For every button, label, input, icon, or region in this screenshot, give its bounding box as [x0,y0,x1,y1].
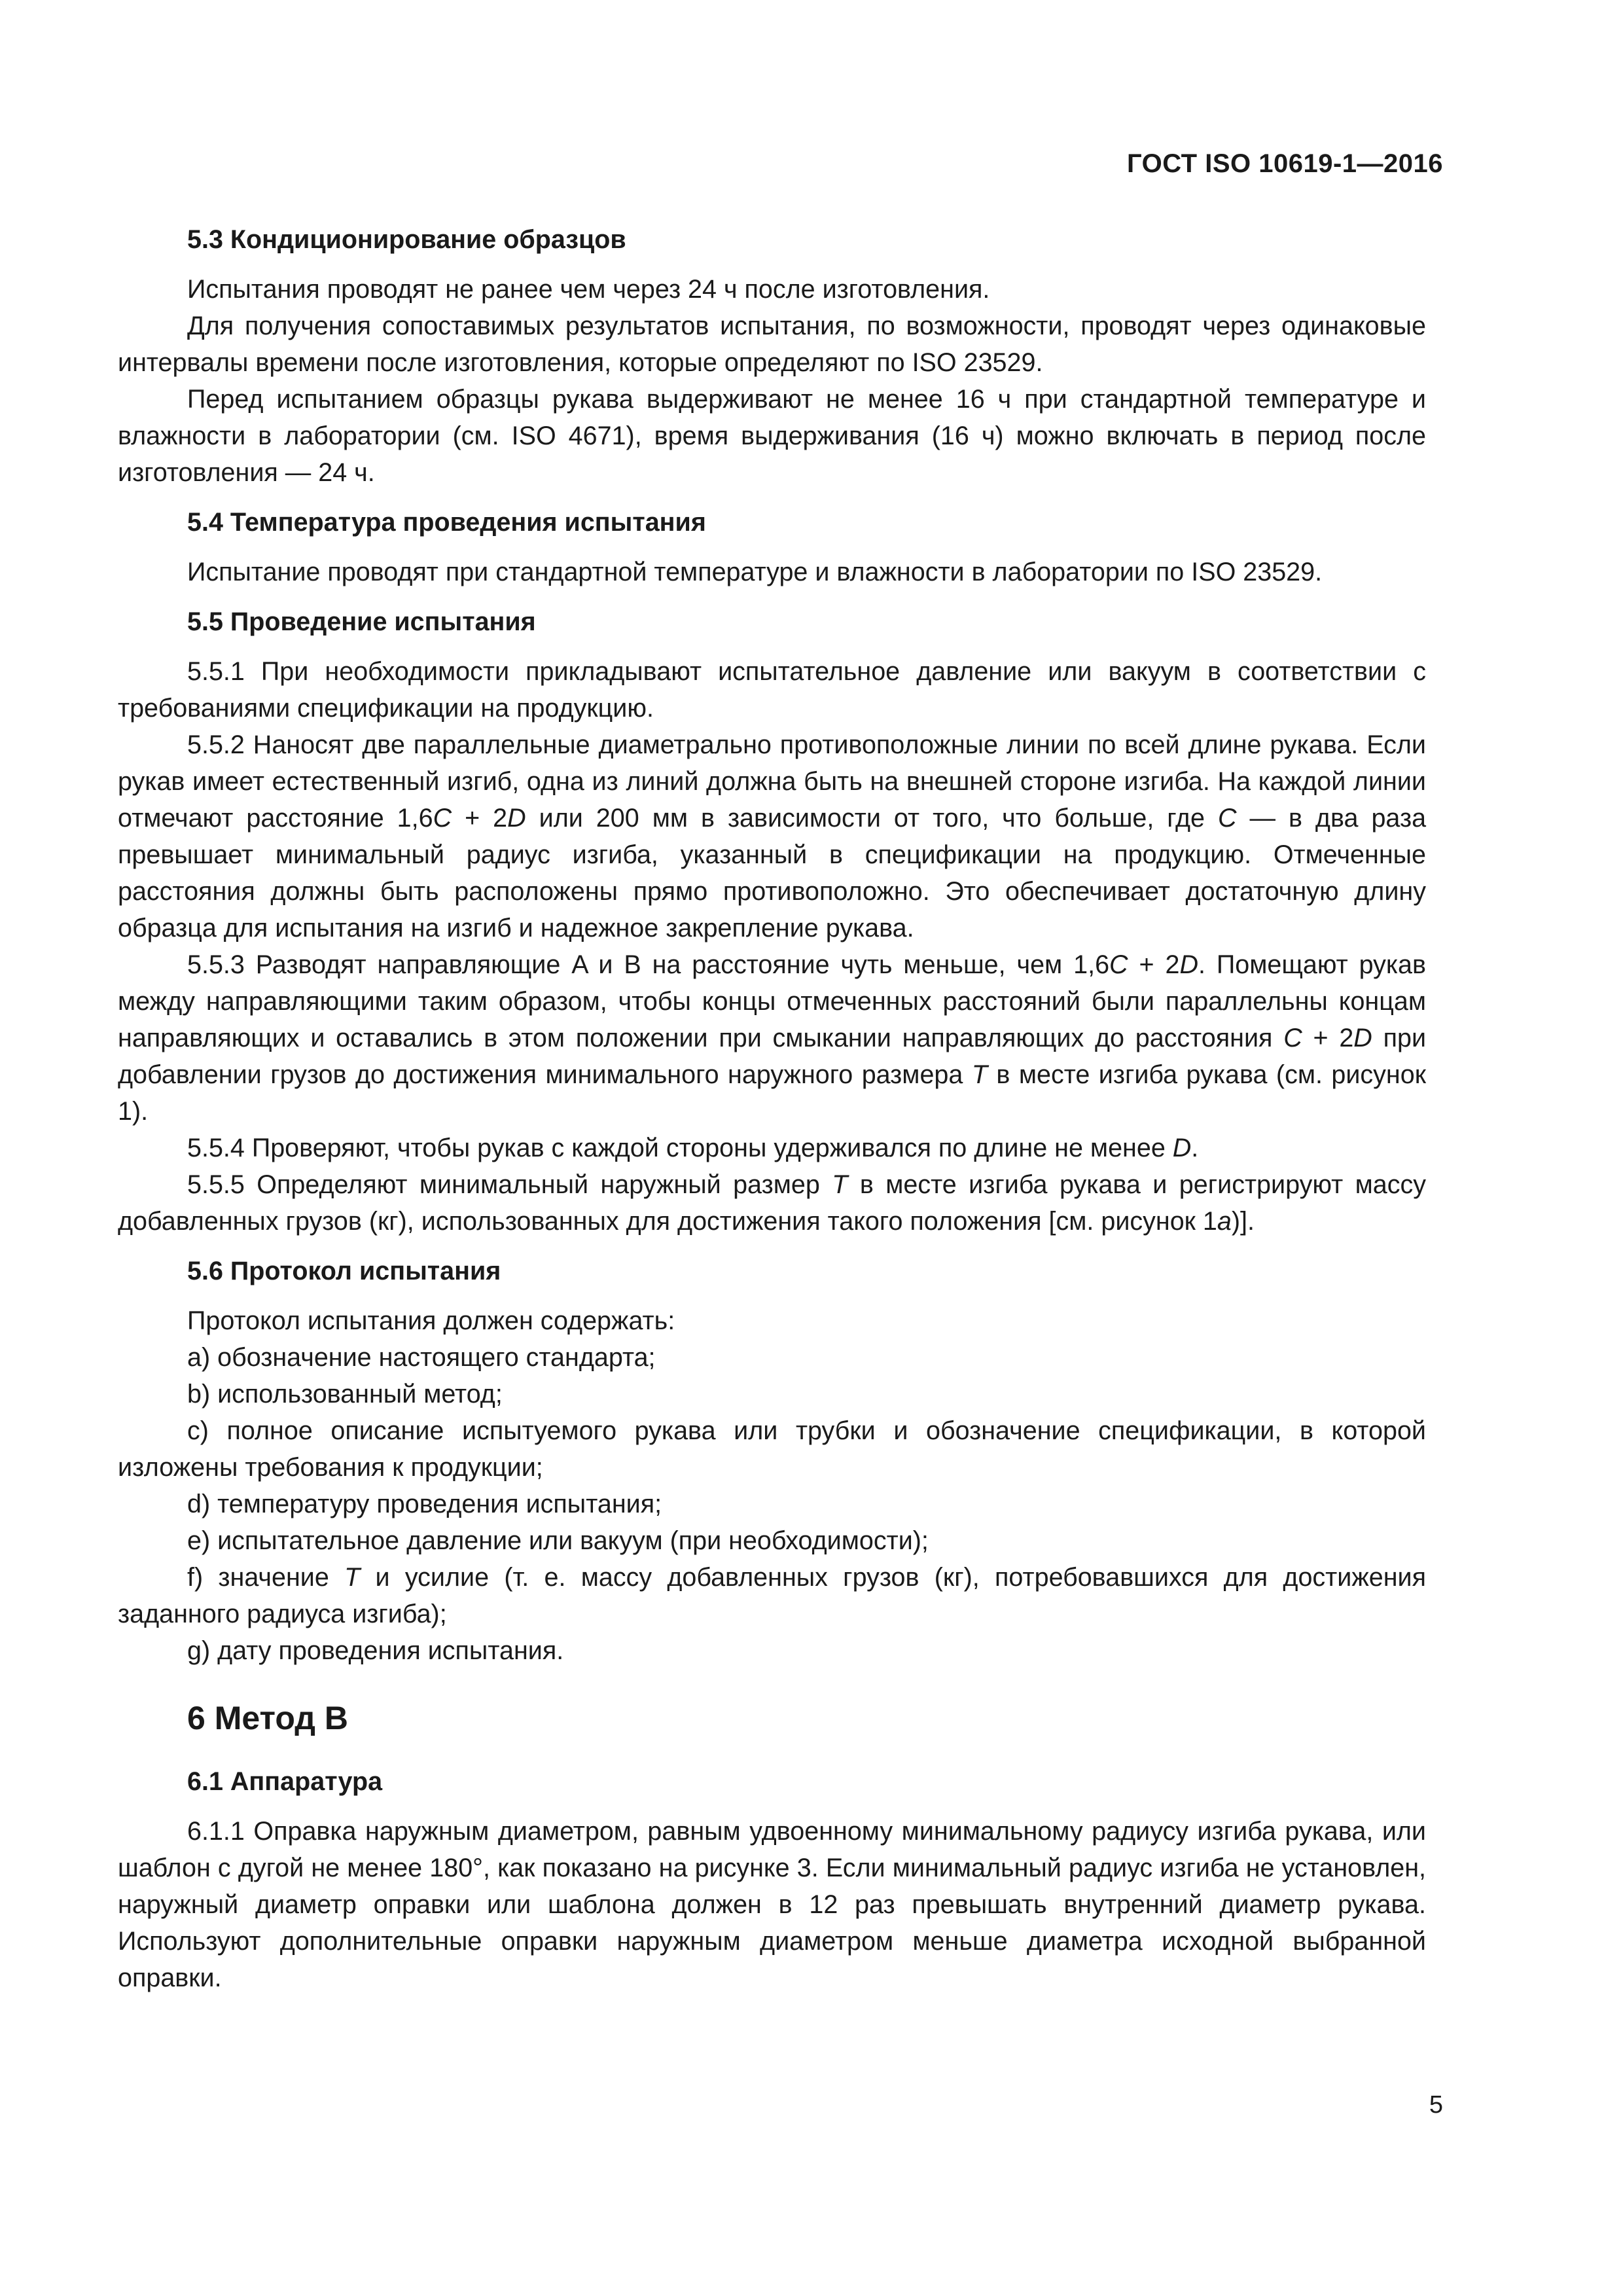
paragraph-5-5-5: 5.5.5 Определяют минимальный наружный размер T в месте изгиба рукава и регистрируют массу добавленных грузов (кг), использованных для достижения такого положения [см. рисунок 1a)]. [118,1170,1426,1236]
document-id-header: ГОСТ ISO 10619-1—2016 [1127,149,1443,178]
paragraph: Испытания проводят не ранее чем через 24 ч после изготовления. [187,275,990,304]
paragraph-5-5-1: 5.5.1 При необходимости прикладывают испытательное давление или вакуум в соответствии с требованиями спецификации на продукцию. [118,657,1426,723]
paragraph: Испытание проводят при стандартной температуре и влажности в лаборатории по ISO 23529. [187,558,1323,586]
list-item: c) полное описание испытуемого рукава или трубки и обозначение спецификации, в которой изложены требования к продукции; [118,1416,1426,1482]
list-item: e) испытательное давление или вакуум (при необходимости); [187,1526,929,1555]
paragraph: Протокол испытания должен содержать: [187,1306,675,1335]
document-body [118,221,1426,1996]
paragraph-6-1-1: 6.1.1 Оправка наружным диаметром, равным удвоенному минимальному радиусу изгиба рукава, или шаблон с дугой не менее 180°, как показано на рисунке 3. Если минимальный радиус изгиба не установлен, наружный диаметр оправки или шаблона должен в 12 раз превышать внутренний диаметр рукава. Используют дополнительные оправки наружным диаметром меньше диаметра исходной выбранной оправки. [118,1817,1426,1992]
page-number: 5 [1429,2091,1443,2119]
chapter-heading-6: 6 Метод B [187,1700,348,1736]
list-item: b) использованный метод; [187,1380,503,1408]
list-item: a) обозначение настоящего стандарта; [187,1343,656,1372]
paragraph-5-5-4: 5.5.4 Проверяют, чтобы рукав с каждой стороны удерживался по длине не менее D. [187,1134,1199,1162]
section-heading-5-5: 5.5 Проведение испытания [187,607,536,636]
paragraph: Для получения сопоставимых результатов испытания, по возможности, проводят через одинаковые интервалы времени после изготовления, которые определяют по ISO 23529. [118,312,1426,377]
paragraph-5-5-2: 5.5.2 Наносят две параллельные диаметрально противоположные линии по всей длине рукава. Если рукав имеет естественный изгиб, одна из линий должна быть на внешней стороне изгиба. На каждой линии отмечают расстояние 1,6C + 2D или 200 мм в зависимости от того, что больше, где C — в два раза превышает минимальный радиус изгиба, указанный в спецификации на продукцию. Отмеченные расстояния должны быть расположены прямо противоположно. Это обеспечивает достаточную длину образца для испытания на изгиб и надежное закрепление рукава. [118,730,1427,942]
list-item: g) дату проведения испытания. [187,1636,564,1665]
section-heading-5-3: 5.3 Кондиционирование образцов [187,225,626,254]
section-heading-6-1: 6.1 Аппаратура [187,1767,383,1796]
paragraph: Перед испытанием образцы рукава выдерживают не менее 16 ч при стандартной температуре и влажности в лаборатории (см. ISO 4671), время выдерживания (16 ч) можно включать в период после изготовления — 24 ч. [118,385,1426,487]
section-heading-5-6: 5.6 Протокол испытания [187,1257,501,1285]
list-item: f) значение T и усилие (т. е. массу добавленных грузов (кг), потребовавшихся для достижения заданного радиуса изгиба); [118,1563,1426,1628]
section-heading-5-4: 5.4 Температура проведения испытания [187,508,706,537]
paragraph-5-5-3: 5.5.3 Разводят направляющие A и B на расстояние чуть меньше, чем 1,6C + 2D. Помещают рукав между направляющими таким образом, чтобы концы отмеченных расстояний были параллельны концам направляющих и оставались в этом положении при смыкании направляющих до расстояния C + 2D при добавлении грузов до достижения минимального наружного размера T в месте изгиба рукава (см. рисунок 1). [118,950,1427,1126]
list-item: d) температуру проведения испытания; [187,1490,662,1518]
